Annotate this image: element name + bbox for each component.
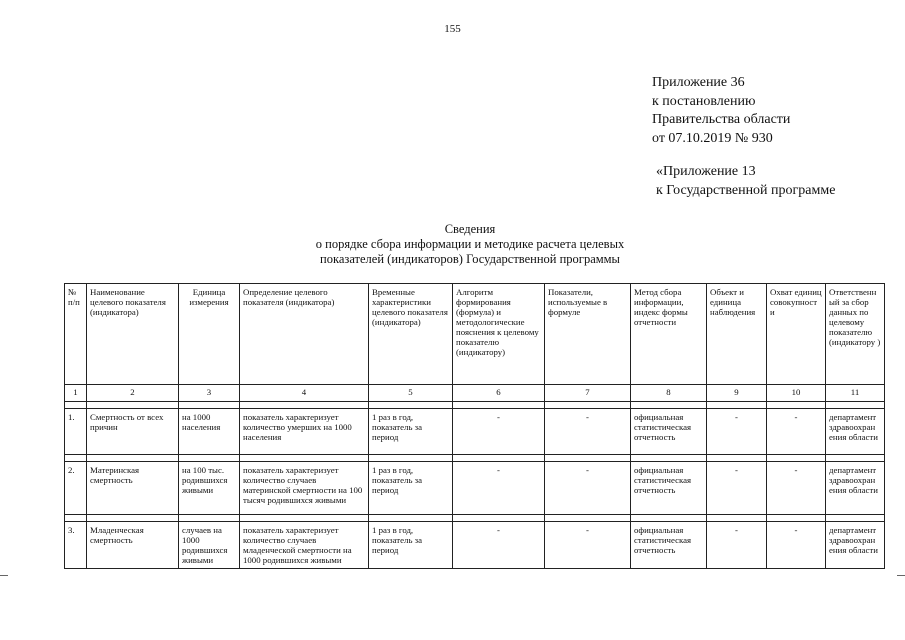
- column-number: 3: [179, 385, 240, 402]
- appendix-block: [652, 74, 790, 148]
- document-title: [250, 222, 690, 267]
- appendix-line: Приложение 36: [652, 75, 745, 90]
- collection-method: официальная статистическая отчетность: [631, 409, 707, 455]
- formula-indicators: -: [545, 409, 631, 455]
- title-line: о порядке сбора информации и методике расчета целевых: [315, 237, 625, 251]
- column-number: 11: [826, 385, 885, 402]
- column-header: Метод сбора информации, индекс формы отчетности: [631, 284, 707, 385]
- coverage: -: [767, 522, 826, 569]
- column-header: Временные характеристики целевого показателя (индикатора): [369, 284, 453, 385]
- definition: показатель характеризует количество умерших на 1000 населения: [240, 409, 369, 455]
- column-header: № п/п: [65, 284, 87, 385]
- appendix-line: к постановлению: [652, 93, 756, 109]
- appendix-line: от 07.10.2019 № 930: [652, 130, 773, 146]
- algorithm: -: [453, 522, 545, 569]
- formula-indicators: -: [545, 462, 631, 515]
- appendix-line: «Приложение 13: [656, 164, 756, 179]
- coverage: -: [767, 462, 826, 515]
- unit: на 100 тыс. родившихся живыми: [179, 462, 240, 515]
- table-header-row: [65, 284, 885, 385]
- column-header: Наименование целевого показателя (индикатора): [87, 284, 179, 385]
- coverage: -: [767, 409, 826, 455]
- column-header: Ответственн ый за сбор данных по целевому показателю (индикатору ): [826, 284, 885, 385]
- observation-object: -: [707, 462, 767, 515]
- column-number: 8: [631, 385, 707, 402]
- indicator-name: Материнская смертность: [87, 462, 179, 515]
- definition: показатель характеризует количество случаев младенческой смертности на 1000 родившихся живыми: [240, 522, 369, 569]
- responsible: департамент здравоохран ения области: [826, 409, 885, 455]
- original-appendix-block: [656, 163, 835, 200]
- scan-mark-right: [897, 575, 905, 576]
- time-characteristics: 1 раз в год, показатель за период: [369, 409, 453, 455]
- column-number: 10: [767, 385, 826, 402]
- unit: на 1000 населения: [179, 409, 240, 455]
- table-row: [65, 522, 885, 569]
- appendix-line: Правительства области: [652, 112, 791, 127]
- appendix-line: к Государственной программе: [656, 182, 836, 198]
- column-header: Охват единиц совокупност и: [767, 284, 826, 385]
- column-number: 9: [707, 385, 767, 402]
- algorithm: -: [453, 462, 545, 515]
- page-number: 155: [444, 23, 461, 35]
- observation-object: -: [707, 409, 767, 455]
- collection-method: официальная статистическая отчетность: [631, 522, 707, 569]
- column-number: 4: [240, 385, 369, 402]
- spacer-row: [65, 455, 885, 462]
- column-header: Алгоритм формирования (формула) и методологические пояснения к целевому показателю (индикатору): [453, 284, 545, 385]
- table-row: [65, 409, 885, 455]
- column-header: Объект и единица наблюдения: [707, 284, 767, 385]
- column-header: Единица измерения: [179, 284, 240, 385]
- row-number: 1.: [65, 409, 87, 455]
- spacer-row: [65, 515, 885, 522]
- definition: показатель характеризует количество случаев материнской смертности на 100 тысяч родившихся живыми: [240, 462, 369, 515]
- unit: случаев на 1000 родившихся живыми: [179, 522, 240, 569]
- row-number: 2.: [65, 462, 87, 515]
- spacer-row: [65, 402, 885, 409]
- indicators-table: [64, 283, 885, 569]
- formula-indicators: -: [545, 522, 631, 569]
- responsible: департамент здравоохран ения области: [826, 522, 885, 569]
- column-header: Определение целевого показателя (индикатора): [240, 284, 369, 385]
- column-number-row: [65, 385, 885, 402]
- table-row: [65, 462, 885, 515]
- column-number: 2: [87, 385, 179, 402]
- column-header: Показатели, используемые в формуле: [545, 284, 631, 385]
- indicator-name: Смертность от всех причин: [87, 409, 179, 455]
- observation-object: -: [707, 522, 767, 569]
- scan-mark-left: [0, 575, 8, 576]
- algorithm: -: [453, 409, 545, 455]
- indicator-name: Младенческая смертность: [87, 522, 179, 569]
- title-line: показателей (индикаторов) Государственной программы: [320, 252, 620, 266]
- row-number: 3.: [65, 522, 87, 569]
- time-characteristics: 1 раз в год, показатель за период: [369, 462, 453, 515]
- column-number: 1: [65, 385, 87, 402]
- column-number: 5: [369, 385, 453, 402]
- collection-method: официальная статистическая отчетность: [631, 462, 707, 515]
- title-line: Сведения: [444, 222, 496, 236]
- column-number: 7: [545, 385, 631, 402]
- time-characteristics: 1 раз в год, показатель за период: [369, 522, 453, 569]
- column-number: 6: [453, 385, 545, 402]
- responsible: департамент здравоохран ения области: [826, 462, 885, 515]
